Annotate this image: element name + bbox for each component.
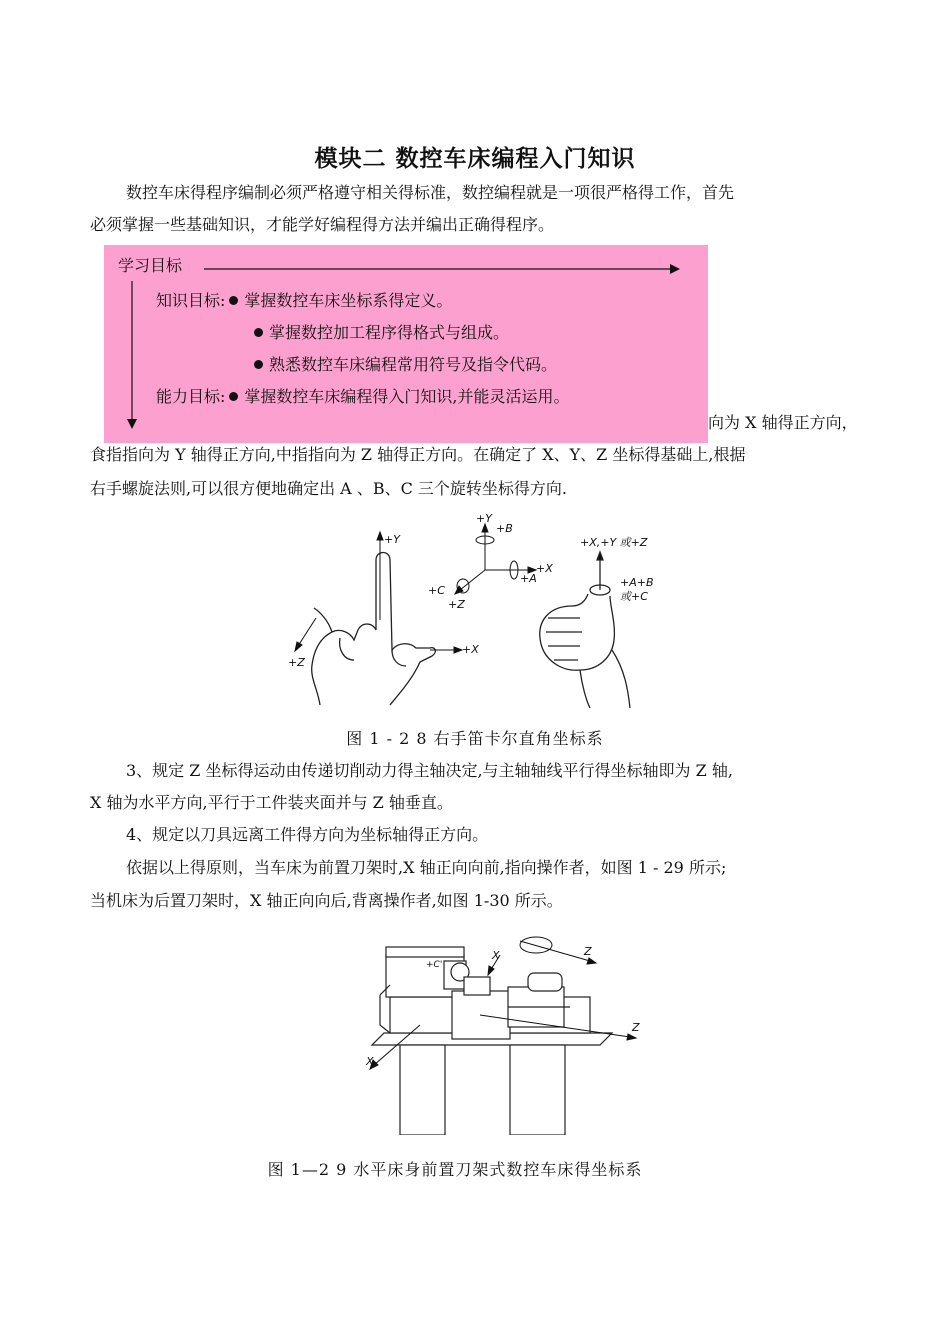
rule-3-line-2: X 轴为水平方向,平行于工件装夹面并与 Z 轴垂直。: [90, 793, 453, 812]
goals-arrows: [104, 245, 708, 443]
center-label-c: +C: [428, 584, 445, 597]
body-line-b: 食指指向为 Y 轴得正方向,中指指向为 Z 轴得正方向。在确定了 X、Y、Z 坐标得基础上,根据: [90, 445, 746, 464]
rule-3-line-1: 3、规定 Z 坐标得运动由传递切削动力得主轴决定,与主轴轴线平行得坐标轴即为 Z 轴,: [126, 761, 733, 780]
left-hand-drawing: [312, 553, 436, 706]
rule-4: 4、规定以刀具远离工件得方向为坐标轴得正方向。: [126, 825, 489, 844]
bullet-icon: [254, 360, 263, 369]
lathe-drawing: [372, 947, 612, 1135]
lathe-label-x-top: X: [492, 949, 500, 962]
knowledge-item: 掌握数控加工程序得格式与组成。: [269, 323, 510, 342]
partial-body-line: 向为 X 轴得正方向，: [708, 413, 858, 432]
page-title: 模块二 数控车床编程入门知识: [314, 145, 636, 172]
axis-label-y: +Y: [384, 533, 400, 546]
learning-goals-box: [104, 245, 708, 443]
bullet-icon: [229, 392, 238, 401]
down-arrow-head: [127, 419, 137, 429]
right-fist-drawing: [540, 552, 630, 708]
center-label-y: +Y: [476, 512, 492, 525]
summary-line-2: 当机床为后置刀架时，X 轴正向向后,背离操作者,如图 1-30 所示。: [90, 891, 563, 910]
knowledge-item: 熟悉数控车床编程常用符号及指令代码。: [269, 355, 558, 374]
knowledge-item: 掌握数控车床坐标系得定义。: [244, 291, 453, 310]
right-label-bot: 或+C: [620, 590, 648, 603]
right-hand-coordinate-figure: [280, 510, 700, 710]
lathe-label-z-right: Z: [632, 1021, 640, 1034]
left-leg: [400, 1045, 445, 1135]
axis-label-x: +X: [462, 643, 479, 656]
lathe-coordinate-figure: [360, 925, 660, 1135]
center-label-a: +A: [520, 572, 537, 585]
axis-label-z: +Z: [288, 656, 305, 669]
right-label-top: +X,+Y 或+Z: [580, 536, 648, 549]
goals-header: 学习目标: [118, 256, 183, 275]
ability-label: 能力目标:: [156, 387, 226, 406]
lathe-label-x-left: X: [366, 1055, 374, 1068]
lathe-label-c: +C': [426, 960, 443, 970]
right-label-mid: +A+B: [620, 576, 654, 589]
tailstock-quill: [528, 973, 562, 991]
tool-post: [464, 977, 490, 995]
center-label-b: +B: [496, 522, 513, 535]
center-label-x: +X: [536, 562, 553, 575]
lathe-label-z-top: Z: [584, 945, 592, 958]
right-arrow-head: [670, 264, 680, 274]
summary-line-1: 依据以上得原则，当车床为前置刀架时,X 轴正向向前,指向操作者，如图 1 - 29 所示;: [126, 858, 727, 877]
knowledge-label: 知识目标:: [156, 291, 226, 310]
right-leg: [510, 1045, 565, 1135]
body-line-c: 右手螺旋法则,可以很方便地确定出 A 、B、C 三个旋转坐标得方向.: [90, 479, 567, 498]
intro-line-2: 必须掌握一些基础知识，才能学好编程得方法并编出正确得程序。: [90, 215, 555, 234]
intro-line-1: 数控车床得程序编制必须严格遵守相关得标准，数控编程就是一项很严格得工作，首先: [126, 183, 735, 202]
ability-item: 掌握数控车床编程得入门知识,并能灵活运用。: [244, 387, 570, 406]
figure-1-29-caption: 图 1—2 9 水平床身前置刀架式数控车床得坐标系: [267, 1160, 643, 1179]
figure-1-28-caption: 图 1 - 2 8 右手笛卡尔直角坐标系: [346, 729, 604, 748]
bullet-icon: [229, 296, 238, 305]
headstock-top: [386, 947, 464, 957]
center-label-z: +Z: [448, 598, 465, 611]
bullet-icon: [254, 328, 263, 337]
